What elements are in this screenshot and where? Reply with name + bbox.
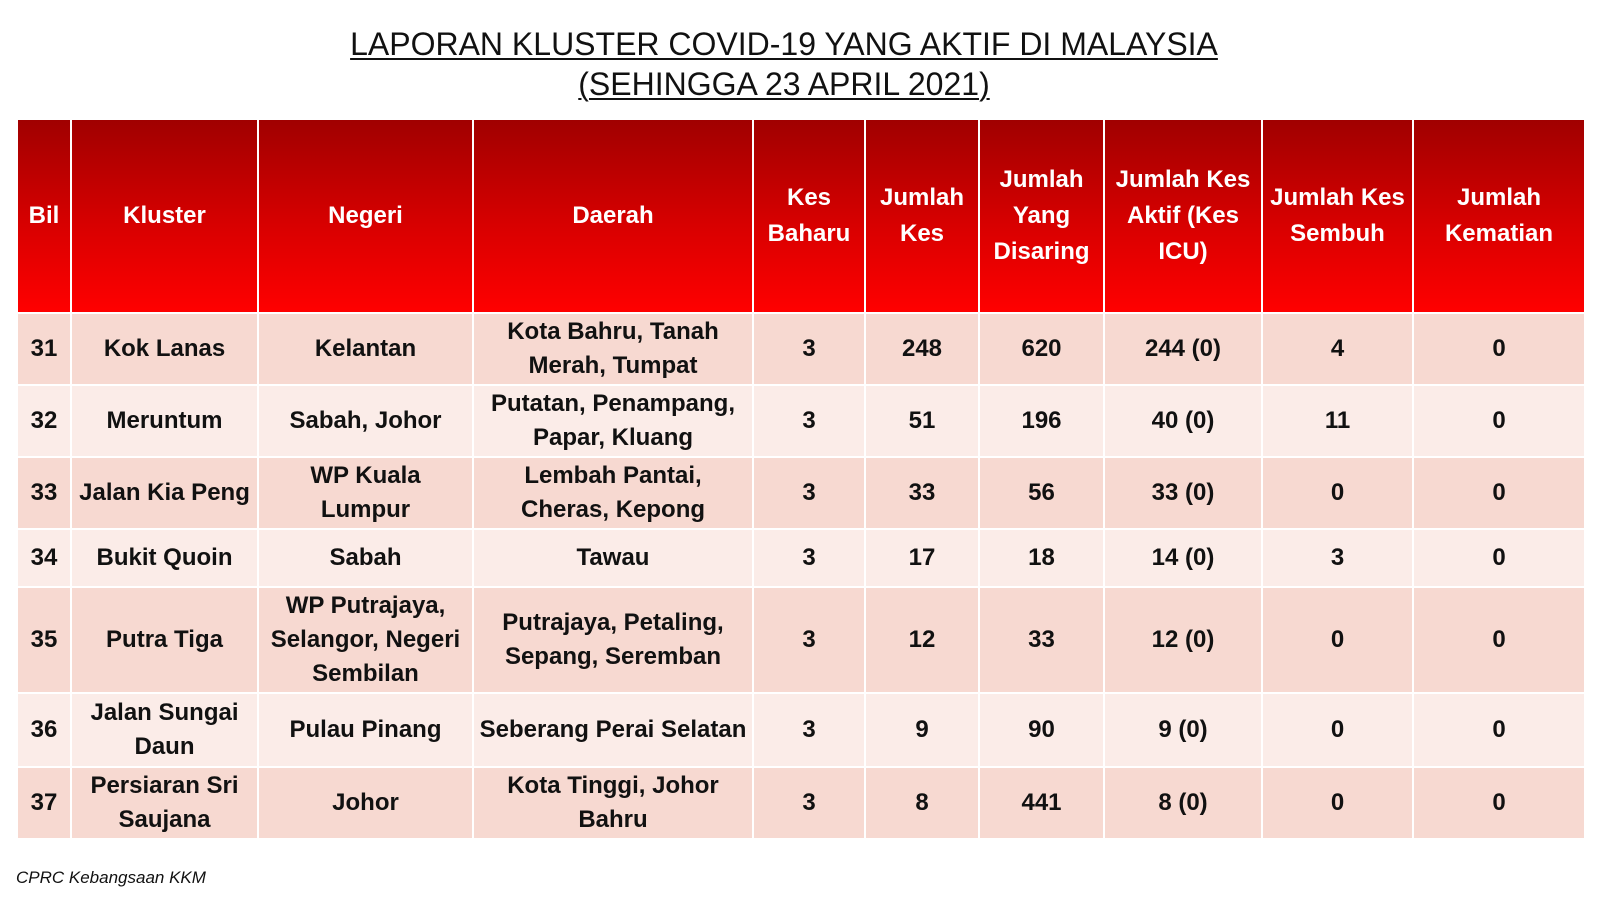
table-row xyxy=(17,529,1585,587)
cell-kluster: Jalan Kia Peng xyxy=(71,457,258,529)
cell-jumlah-kes: 33 xyxy=(865,457,979,529)
table-row xyxy=(17,767,1585,839)
header-jumlah-aktif: Jumlah Kes Aktif (Kes ICU) xyxy=(1104,119,1262,313)
cell-sembuh: 11 xyxy=(1262,385,1413,457)
cell-negeri: WP Putrajaya, Selangor, Negeri Sembilan xyxy=(258,587,473,693)
cell-aktif: 33 (0) xyxy=(1104,457,1262,529)
cell-kluster: Kok Lanas xyxy=(71,313,258,385)
cell-bil: 31 xyxy=(17,313,71,385)
cell-bil: 37 xyxy=(17,767,71,839)
cell-jumlah-kes: 17 xyxy=(865,529,979,587)
cell-aktif: 14 (0) xyxy=(1104,529,1262,587)
cell-aktif: 12 (0) xyxy=(1104,587,1262,693)
cell-disaring: 33 xyxy=(979,587,1104,693)
cell-daerah: Putrajaya, Petaling, Sepang, Seremban xyxy=(473,587,753,693)
cell-kes-baharu: 3 xyxy=(753,587,865,693)
cell-kematian: 0 xyxy=(1413,529,1585,587)
cell-kematian: 0 xyxy=(1413,313,1585,385)
report-title xyxy=(0,24,1568,104)
cell-kluster: Bukit Quoin xyxy=(71,529,258,587)
title-line-2: (SEHINGGA 23 APRIL 2021) xyxy=(578,66,990,102)
cell-disaring: 56 xyxy=(979,457,1104,529)
cell-kluster: Putra Tiga xyxy=(71,587,258,693)
cell-kluster: Jalan Sungai Daun xyxy=(71,693,258,767)
cell-bil: 33 xyxy=(17,457,71,529)
cell-disaring: 196 xyxy=(979,385,1104,457)
cell-kes-baharu: 3 xyxy=(753,693,865,767)
cell-kematian: 0 xyxy=(1413,457,1585,529)
cell-sembuh: 0 xyxy=(1262,587,1413,693)
cell-disaring: 441 xyxy=(979,767,1104,839)
cell-daerah: Kota Tinggi, Johor Bahru xyxy=(473,767,753,839)
cell-kluster: Meruntum xyxy=(71,385,258,457)
header-jumlah-kes: Jumlah Kes xyxy=(865,119,979,313)
cell-jumlah-kes: 8 xyxy=(865,767,979,839)
cell-kes-baharu: 3 xyxy=(753,313,865,385)
cell-kematian: 0 xyxy=(1413,385,1585,457)
cell-daerah: Tawau xyxy=(473,529,753,587)
header-kes-baharu: Kes Baharu xyxy=(753,119,865,313)
cell-jumlah-kes: 12 xyxy=(865,587,979,693)
table-row xyxy=(17,313,1585,385)
header-jumlah-kematian: Jumlah Kematian xyxy=(1413,119,1585,313)
table-row xyxy=(17,385,1585,457)
cell-jumlah-kes: 51 xyxy=(865,385,979,457)
cell-daerah: Kota Bahru, Tanah Merah, Tumpat xyxy=(473,313,753,385)
cell-bil: 34 xyxy=(17,529,71,587)
cell-kluster: Persiaran Sri Saujana xyxy=(71,767,258,839)
cell-jumlah-kes: 9 xyxy=(865,693,979,767)
cluster-table xyxy=(16,118,1586,840)
cell-daerah: Lembah Pantai, Cheras, Kepong xyxy=(473,457,753,529)
cell-kes-baharu: 3 xyxy=(753,767,865,839)
cell-aktif: 9 (0) xyxy=(1104,693,1262,767)
cell-negeri: Sabah xyxy=(258,529,473,587)
cell-jumlah-kes: 248 xyxy=(865,313,979,385)
header-row xyxy=(17,119,1585,313)
table-row xyxy=(17,587,1585,693)
cell-sembuh: 3 xyxy=(1262,529,1413,587)
cell-bil: 36 xyxy=(17,693,71,767)
cell-sembuh: 4 xyxy=(1262,313,1413,385)
cell-aktif: 8 (0) xyxy=(1104,767,1262,839)
cell-negeri: Johor xyxy=(258,767,473,839)
header-bil: Bil xyxy=(17,119,71,313)
cell-aktif: 40 (0) xyxy=(1104,385,1262,457)
header-daerah: Daerah xyxy=(473,119,753,313)
cell-bil: 35 xyxy=(17,587,71,693)
cell-kes-baharu: 3 xyxy=(753,385,865,457)
header-jumlah-sembuh: Jumlah Kes Sembuh xyxy=(1262,119,1413,313)
cell-sembuh: 0 xyxy=(1262,457,1413,529)
header-kluster: Kluster xyxy=(71,119,258,313)
cell-aktif: 244 (0) xyxy=(1104,313,1262,385)
cell-daerah: Seberang Perai Selatan xyxy=(473,693,753,767)
title-line-1: LAPORAN KLUSTER COVID-19 YANG AKTIF DI MALAYSIA xyxy=(350,26,1218,62)
cell-negeri: Pulau Pinang xyxy=(258,693,473,767)
cell-disaring: 90 xyxy=(979,693,1104,767)
cell-kematian: 0 xyxy=(1413,587,1585,693)
cell-sembuh: 0 xyxy=(1262,693,1413,767)
cell-kematian: 0 xyxy=(1413,767,1585,839)
cell-kes-baharu: 3 xyxy=(753,457,865,529)
cell-sembuh: 0 xyxy=(1262,767,1413,839)
source-footer: CPRC Kebangsaan KKM xyxy=(16,868,206,887)
table-row xyxy=(17,457,1585,529)
cell-kes-baharu: 3 xyxy=(753,529,865,587)
cell-disaring: 18 xyxy=(979,529,1104,587)
header-negeri: Negeri xyxy=(258,119,473,313)
header-jumlah-disaring: Jumlah Yang Disaring xyxy=(979,119,1104,313)
cell-negeri: WP Kuala Lumpur xyxy=(258,457,473,529)
cell-negeri: Kelantan xyxy=(258,313,473,385)
cell-kematian: 0 xyxy=(1413,693,1585,767)
cell-daerah: Putatan, Penampang, Papar, Kluang xyxy=(473,385,753,457)
cell-bil: 32 xyxy=(17,385,71,457)
table-row xyxy=(17,693,1585,767)
cell-negeri: Sabah, Johor xyxy=(258,385,473,457)
cell-disaring: 620 xyxy=(979,313,1104,385)
